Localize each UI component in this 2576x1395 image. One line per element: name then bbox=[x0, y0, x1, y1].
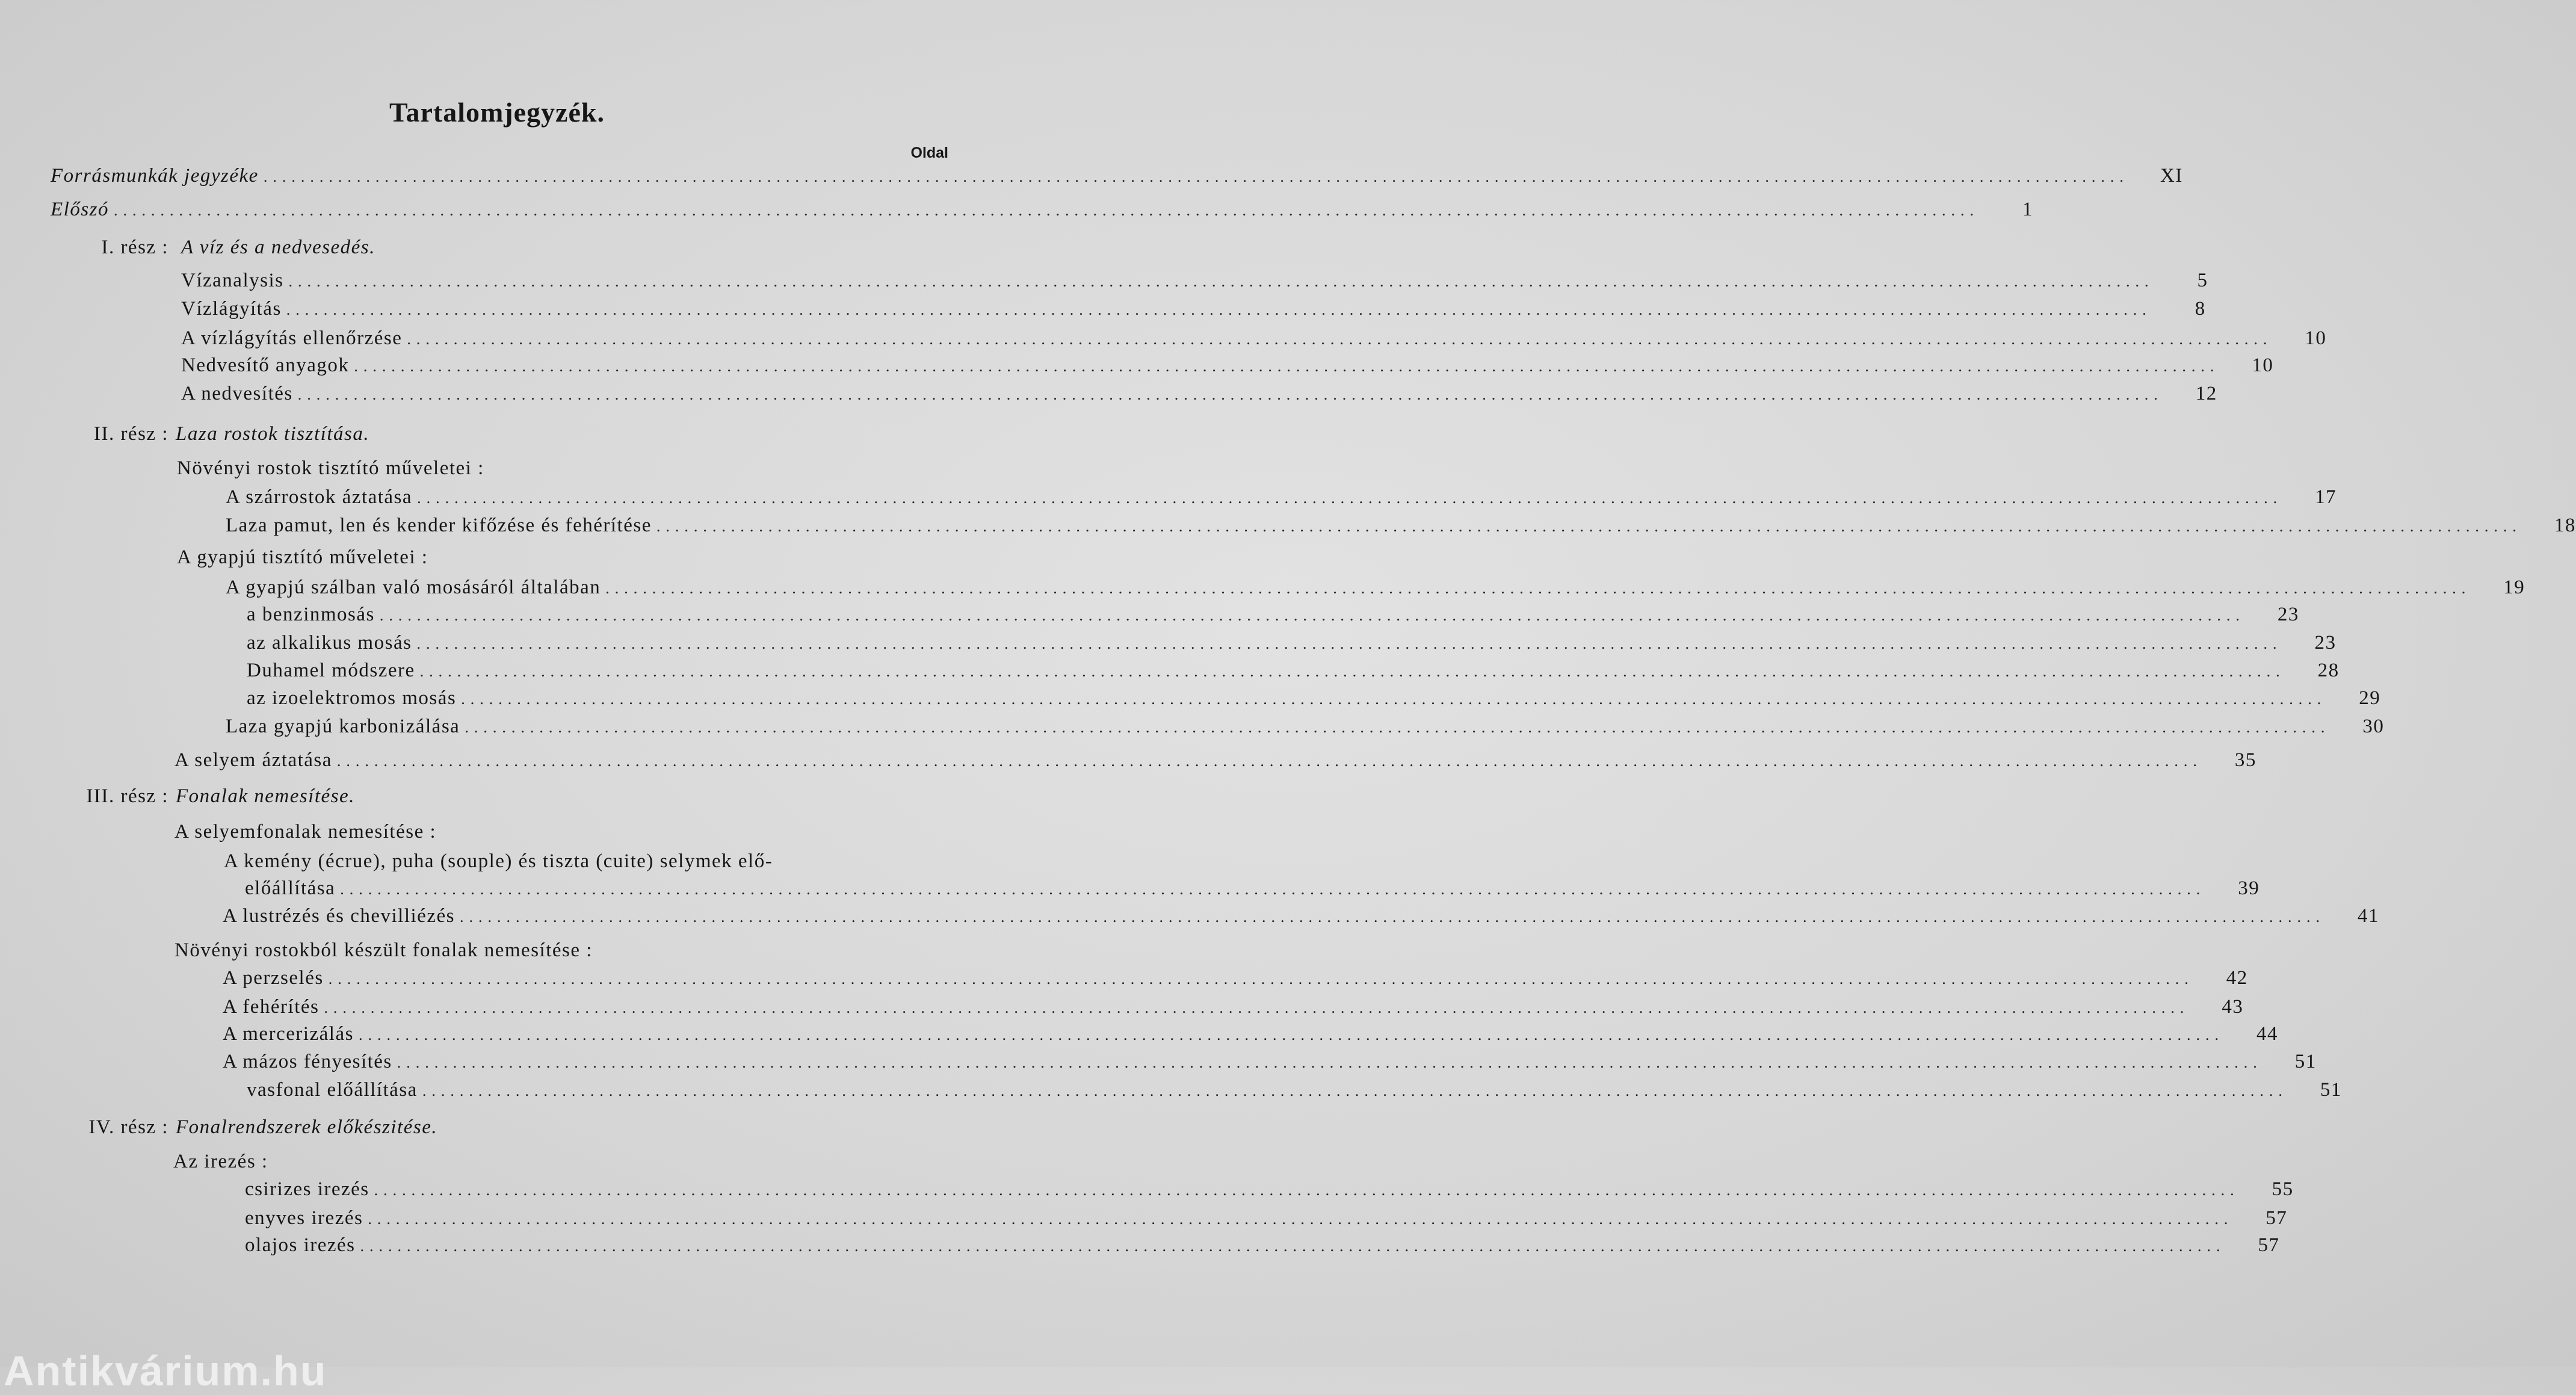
toc-entry bbox=[51, 199, 2034, 225]
toc-page-number: 10 bbox=[2305, 327, 2327, 349]
toc-entry-title: Nedvesítő anyagok bbox=[181, 354, 350, 376]
dot-leader: ........................................................................................................................................................................................................ bbox=[374, 1181, 2240, 1199]
toc-entry-title: Duhamel módszere bbox=[247, 660, 415, 681]
toc-entry bbox=[175, 749, 2256, 776]
toc-page-number: 39 bbox=[2238, 877, 2260, 899]
toc-entry-title: A nedvesítés bbox=[181, 383, 293, 404]
toc-entry-title: Vízanalysis bbox=[181, 270, 284, 291]
dot-leader: ........................................................................................................................................................................................................ bbox=[336, 752, 2202, 770]
part-title: Fonalrendszerek előkészitése. bbox=[176, 1116, 438, 1138]
part-title: Fonalak nemesítése. bbox=[176, 785, 355, 807]
toc-entry bbox=[175, 939, 951, 966]
dot-leader: ........................................................................................................................................................................................................ bbox=[416, 635, 2282, 652]
toc-entry bbox=[247, 632, 2337, 658]
toc-entry bbox=[51, 165, 2183, 191]
toc-entry bbox=[247, 687, 2381, 714]
part-number: II. rész : bbox=[93, 423, 168, 445]
toc-entry-title: Laza gyapjú karbonizálása bbox=[226, 716, 460, 737]
toc-page-number: 1 bbox=[2022, 199, 2034, 220]
toc-entry-title: az izoelektromos mosás bbox=[247, 687, 457, 709]
toc-entry-title: a benzinmosás bbox=[247, 604, 375, 625]
toc-entry bbox=[181, 298, 2206, 324]
page-column-header: Oldal bbox=[910, 144, 948, 161]
toc-entry bbox=[181, 383, 2217, 409]
toc-page-number: 41 bbox=[2357, 905, 2379, 927]
dot-leader: ........................................................................................................................................................................................................ bbox=[417, 489, 2283, 507]
toc-entry bbox=[173, 1151, 951, 1177]
toc-entry bbox=[223, 996, 2244, 1022]
toc-page-number: 8 bbox=[2195, 298, 2206, 320]
toc-entry bbox=[247, 1079, 2342, 1106]
dot-leader: ........................................................................................................................................................................................................ bbox=[354, 357, 2220, 375]
toc-entry-title: Növényi rostokból készült fonalak nemesítése : bbox=[175, 939, 593, 961]
toc-entry bbox=[245, 877, 2260, 904]
dot-leader: ........................................................................................................................................................................................................ bbox=[324, 999, 2190, 1016]
toc-page-number: 28 bbox=[2317, 660, 2340, 681]
toc-entry-title: előállítása bbox=[245, 877, 336, 899]
dot-leader: ........................................................................................................................................................................................................ bbox=[459, 908, 2325, 926]
dot-leader: ........................................................................................................................................................................................................ bbox=[114, 202, 1980, 219]
dot-leader: ........................................................................................................................................................................................................ bbox=[379, 607, 2245, 624]
toc-entry-title: A szárrostok áztatása bbox=[226, 486, 413, 508]
dot-leader: ........................................................................................................................................................................................................ bbox=[368, 1210, 2234, 1228]
toc-page-number: 5 bbox=[2197, 270, 2208, 291]
toc-entry-title: A perzselés bbox=[223, 967, 324, 989]
toc-entry-title: Előszó bbox=[51, 199, 110, 220]
toc-entry-title: olajos irezés bbox=[245, 1234, 356, 1256]
toc-entry bbox=[247, 604, 2299, 630]
toc-entry-title: Növényi rostok tisztító műveletei : bbox=[177, 457, 484, 479]
toc-entry-title: A selyemfonalak nemesítése : bbox=[175, 821, 437, 843]
toc-entry-title: A mázos fényesítés bbox=[223, 1051, 392, 1072]
toc-page-number: 43 bbox=[2222, 996, 2244, 1018]
toc-entry bbox=[223, 1051, 2317, 1077]
toc-page-number: 57 bbox=[2266, 1207, 2288, 1229]
toc-entry bbox=[226, 515, 2576, 541]
toc-page-number: 35 bbox=[2234, 749, 2256, 771]
dot-leader: ........................................................................................................................................................................................................ bbox=[297, 386, 2163, 403]
toc-entry bbox=[226, 486, 2337, 513]
dot-leader: ........................................................................................................................................................................................................ bbox=[286, 301, 2152, 318]
toc-entry-title: az alkalikus mosás bbox=[247, 632, 412, 654]
dot-leader: ........................................................................................................................................................................................................ bbox=[397, 1054, 2262, 1071]
toc-page-number: 30 bbox=[2362, 716, 2385, 737]
toc-entry-title: enyves irezés bbox=[245, 1207, 363, 1229]
toc-page-number: 19 bbox=[2503, 577, 2525, 598]
toc-page-number: 23 bbox=[2277, 604, 2299, 625]
part-title: Laza rostok tisztítása. bbox=[176, 423, 370, 445]
toc-entry-title: A kemény (écrue), puha (souple) és tiszta (cuite) selymek elő- bbox=[224, 850, 773, 872]
toc-entry-title: Forrásmunkák jegyzéke bbox=[51, 165, 259, 187]
watermark: Antikvárium.hu bbox=[4, 1347, 327, 1394]
dot-leader: ........................................................................................................................................................................................................ bbox=[461, 690, 2327, 708]
dot-leader: ........................................................................................................................................................................................................ bbox=[419, 663, 2285, 680]
toc-page-number: 17 bbox=[2315, 486, 2337, 508]
toc-entry bbox=[247, 660, 2340, 686]
dot-leader: ........................................................................................................................................................................................................ bbox=[358, 1026, 2224, 1044]
dot-leader: ........................................................................................................................................................................................................ bbox=[605, 580, 2471, 597]
dot-leader: ........................................................................................................................................................................................................ bbox=[422, 1082, 2288, 1100]
toc-entry-title: Laza pamut, len és kender kifőzése és fehérítése bbox=[226, 515, 652, 536]
toc-entry bbox=[224, 850, 951, 877]
part-title: A víz és a nedvesedés. bbox=[181, 237, 375, 258]
part-number: IV. rész : bbox=[88, 1116, 168, 1138]
dot-leader: ........................................................................................................................................................................................................ bbox=[465, 719, 2330, 736]
toc-entry-title: A lustrézés és chevilliézés bbox=[223, 905, 455, 927]
toc-page-number: 42 bbox=[2226, 967, 2248, 989]
toc-entry bbox=[245, 1207, 2288, 1234]
toc-entry-title: Az irezés : bbox=[173, 1151, 268, 1172]
toc-page-number: 51 bbox=[2320, 1079, 2342, 1101]
toc-entry-title: A fehérítés bbox=[223, 996, 320, 1018]
toc-entry-title: A selyem áztatása bbox=[175, 749, 332, 771]
toc-page-number: 44 bbox=[2256, 1023, 2278, 1045]
dot-leader: ........................................................................................................................................................................................................ bbox=[656, 518, 2522, 535]
dot-leader: ........................................................................................................................................................................................................ bbox=[263, 168, 2129, 185]
toc-entry-title: A mercerizálás bbox=[223, 1023, 354, 1045]
toc-page-number: 51 bbox=[2294, 1051, 2317, 1072]
toc-page-number: 10 bbox=[2252, 354, 2274, 376]
dot-leader: ........................................................................................................................................................................................................ bbox=[288, 273, 2154, 290]
toc-page-number: 18 bbox=[2554, 515, 2576, 536]
dot-leader: ........................................................................................................................................................................................................ bbox=[340, 880, 2206, 898]
part-number: III. rész : bbox=[86, 785, 168, 807]
page-title: Tartalomjegyzék. bbox=[389, 97, 605, 128]
toc-entry-title: csirizes irezés bbox=[245, 1178, 369, 1200]
toc-page-number: 55 bbox=[2272, 1178, 2294, 1200]
toc-entry bbox=[223, 905, 2379, 932]
toc-entry bbox=[181, 270, 2208, 296]
toc-entry bbox=[245, 1234, 2280, 1261]
dot-leader: ........................................................................................................................................................................................................ bbox=[360, 1237, 2226, 1255]
dot-leader: ........................................................................................................................................................................................................ bbox=[328, 970, 2194, 988]
toc-page-number: XI bbox=[2160, 165, 2183, 187]
toc-entry-title: Vízlágyítás bbox=[181, 298, 282, 320]
toc-page-number: 29 bbox=[2359, 687, 2381, 709]
toc-entry bbox=[245, 1178, 2294, 1205]
toc-entry bbox=[181, 354, 2274, 381]
toc-entry-title: A vízlágyítás ellenőrzése bbox=[181, 327, 403, 349]
toc-page-number: 12 bbox=[2195, 383, 2217, 404]
toc-entry bbox=[177, 457, 951, 484]
part-number: I. rész : bbox=[101, 237, 168, 258]
toc-page-number: 23 bbox=[2314, 632, 2337, 654]
toc-entry-title: vasfonal előállítása bbox=[247, 1079, 418, 1101]
toc-entry bbox=[226, 716, 2385, 742]
toc-entry bbox=[223, 1023, 2278, 1050]
toc-entry bbox=[226, 577, 2525, 603]
dot-leader: ........................................................................................................................................................................................................ bbox=[407, 330, 2273, 348]
toc-page-number: 57 bbox=[2258, 1234, 2280, 1256]
toc-entry-title: A gyapjú tisztító műveletei : bbox=[177, 546, 428, 568]
toc-entry bbox=[175, 821, 951, 847]
toc-entry bbox=[181, 327, 2327, 354]
toc-entry bbox=[177, 546, 951, 573]
toc-entry-title: A gyapjú szálban való mosásáról általában bbox=[226, 577, 601, 598]
toc-entry bbox=[223, 967, 2248, 994]
